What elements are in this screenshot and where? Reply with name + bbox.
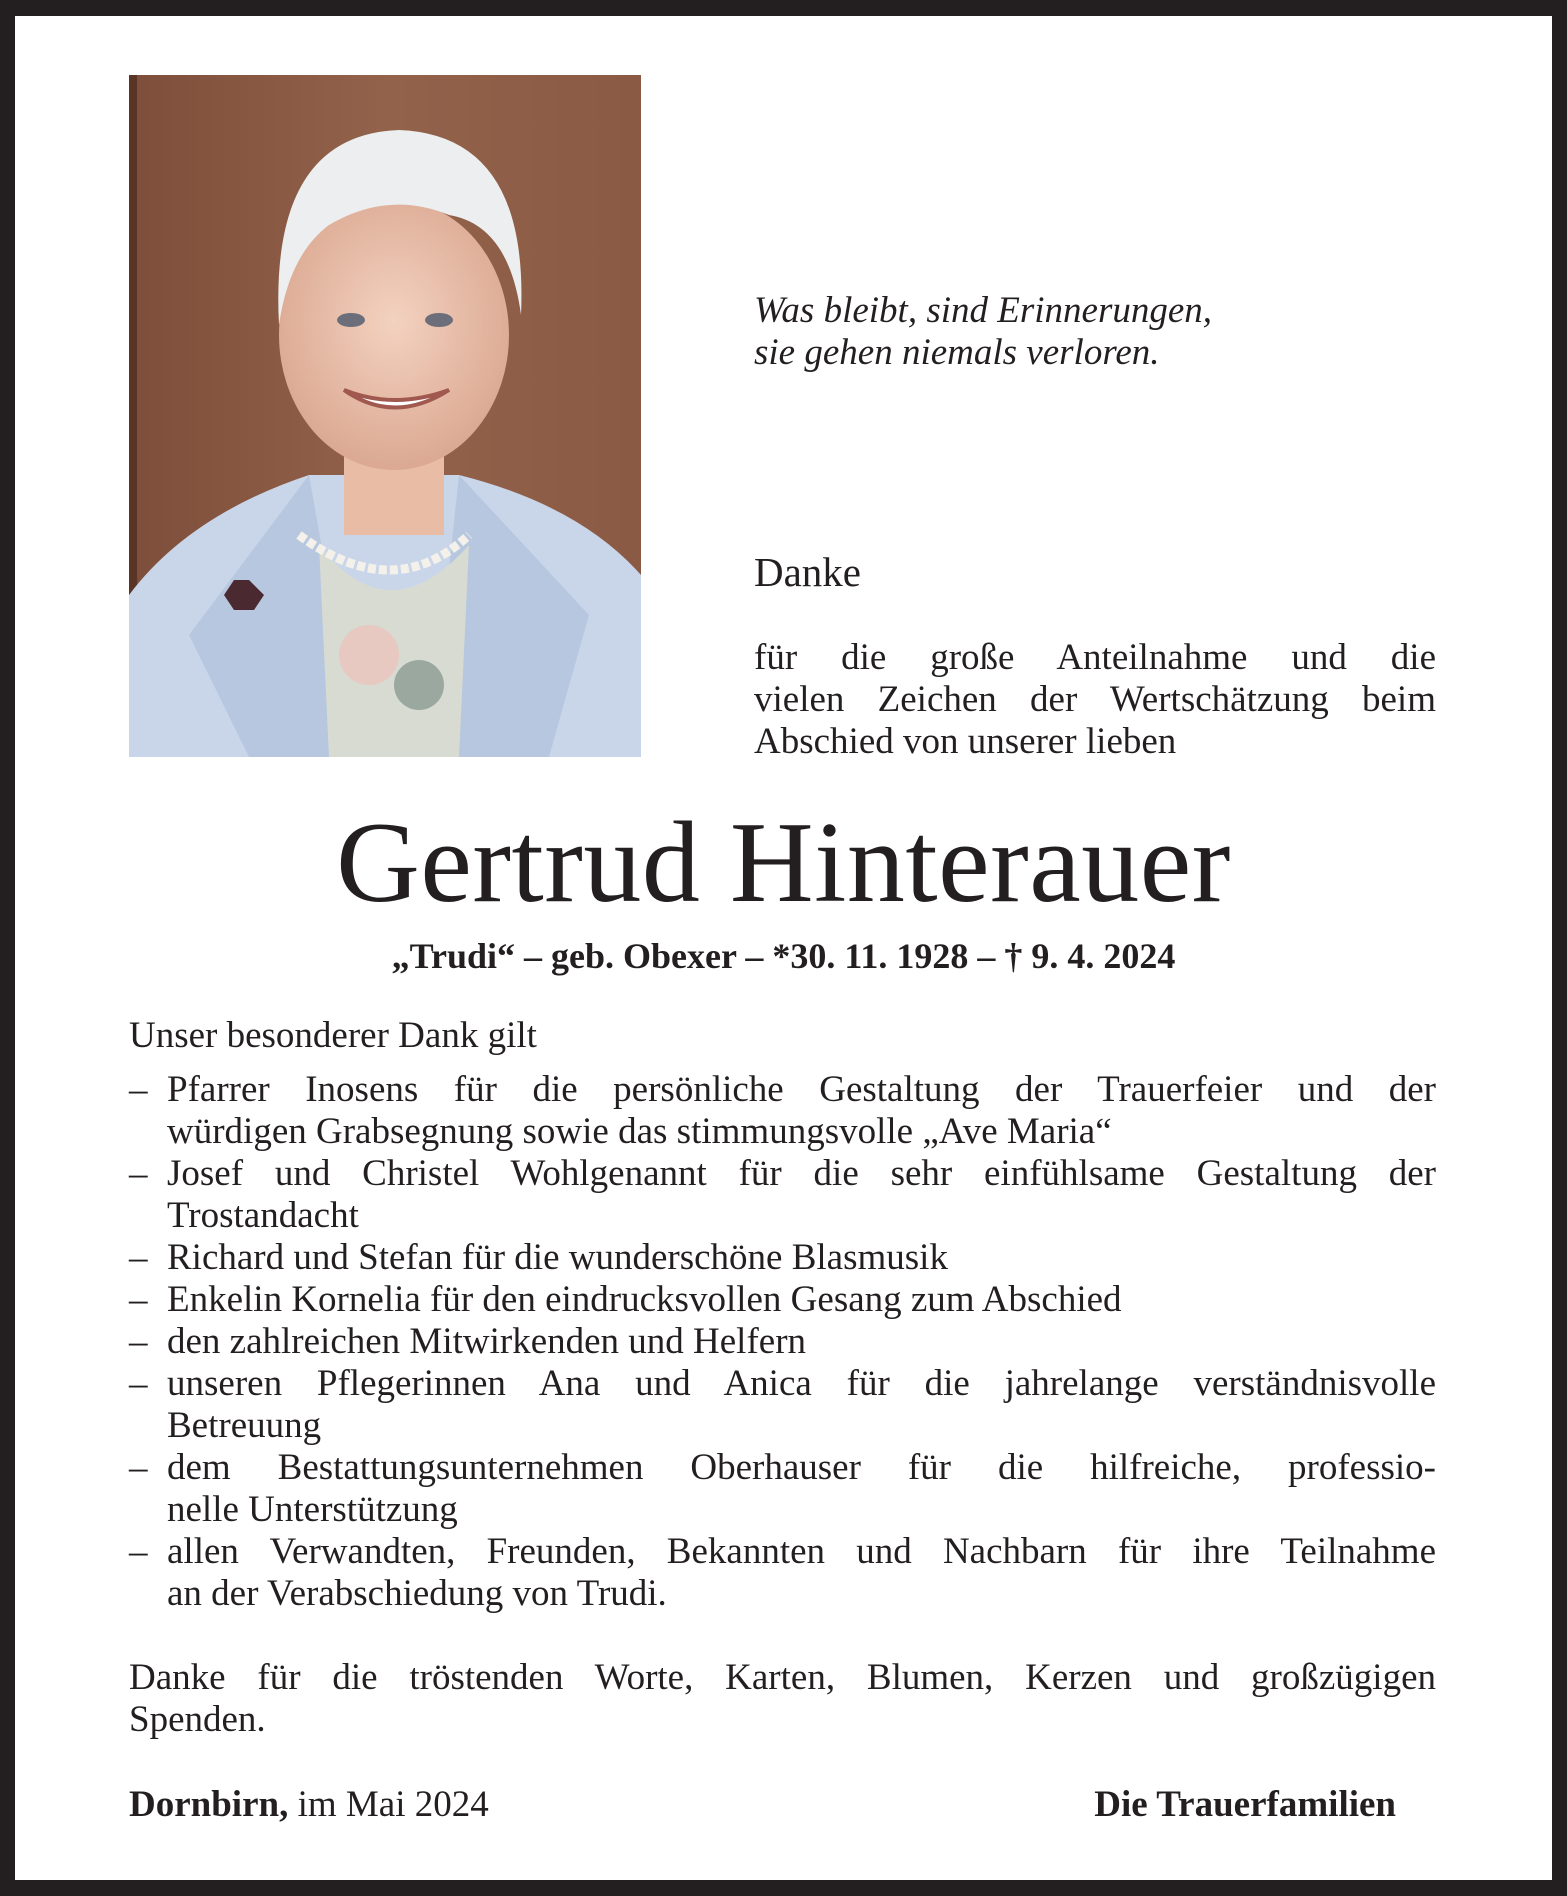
list-item — [129, 1531, 1436, 1615]
thanks-list — [129, 1069, 1436, 1615]
intro-line: Abschied von unserer lieben — [754, 721, 1177, 762]
memorial-quote — [754, 290, 1212, 374]
list-item-line: nelle Unterstützung — [167, 1489, 458, 1530]
danke-heading: Danke — [754, 549, 862, 595]
list-item-line: Josef und Christel Wohlgenannt für die sehr einfühlsame Gestaltung der — [167, 1153, 1436, 1194]
dash-bullet: – — [129, 1447, 148, 1488]
list-item-line: den zahlreichen Mitwirkenden und Helfern — [167, 1321, 807, 1362]
closing-paragraph — [129, 1657, 1436, 1741]
list-item — [129, 1321, 1436, 1363]
list-item — [129, 1153, 1436, 1237]
intro-paragraph — [754, 637, 1436, 763]
list-item-line: Enkelin Kornelia für den eindrucksvollen Gesang zum Abschied — [167, 1279, 1122, 1320]
list-item-line: dem Bestattungsunternehmen Oberhauser für die hilfreiche, professio- — [167, 1447, 1436, 1488]
portrait-photo — [129, 75, 641, 757]
intro-line: vielen Zeichen der Wertschätzung beim — [754, 679, 1436, 720]
list-item-line: Richard und Stefan für die wunderschöne Blasmusik — [167, 1237, 948, 1278]
quote-line: Was bleibt, sind Erinnerungen, — [754, 290, 1213, 331]
list-item-line: Trostandacht — [167, 1195, 359, 1236]
list-item-line: unseren Pflegerinnen Ana und Anica für die jahrelange verständnisvolle — [167, 1363, 1436, 1404]
deceased-name: Gertrud Hinterauer — [336, 799, 1231, 927]
list-item — [129, 1363, 1436, 1447]
list-item — [129, 1237, 1436, 1279]
list-item — [129, 1069, 1436, 1153]
list-item — [129, 1279, 1436, 1321]
dash-bullet: – — [129, 1321, 148, 1362]
intro-line: für die große Anteilnahme und die — [754, 637, 1436, 678]
dash-bullet: – — [129, 1363, 148, 1404]
closing-line: Danke für die tröstenden Worte, Karten, Blumen, Kerzen und großzügigen — [129, 1657, 1436, 1698]
thanks-heading: Unser besonderer Dank gilt — [129, 1015, 537, 1056]
dash-bullet: – — [129, 1237, 148, 1278]
list-item-line: würdigen Grabsegnung sowie das stimmungsvolle „Ave Maria“ — [167, 1111, 1112, 1152]
life-dates: „Trudi“ – geb. Obexer – *30. 11. 1928 – † 9. 4. 2024 — [391, 936, 1176, 976]
dash-bullet: – — [129, 1531, 148, 1572]
dash-bullet: – — [129, 1069, 148, 1110]
closing-line: Spenden. — [129, 1699, 266, 1740]
list-item-line: allen Verwandten, Freunden, Bekannten und Nachbarn für ihre Teilnahme — [167, 1531, 1436, 1572]
list-item-line: Pfarrer Inosens für die persönliche Gestaltung der Trauerfeier und der — [167, 1069, 1436, 1110]
quote-line: sie gehen niemals verloren. — [754, 332, 1160, 373]
dash-bullet: – — [129, 1279, 148, 1320]
list-item — [129, 1447, 1436, 1531]
place: Dornbirn, — [129, 1784, 289, 1825]
footer — [129, 1783, 1396, 1826]
date: im Mai 2024 — [288, 1784, 489, 1825]
list-item-line: Betreuung — [167, 1405, 322, 1446]
list-item-line: an der Verabschiedung von Trudi. — [167, 1573, 667, 1614]
dash-bullet: – — [129, 1153, 148, 1194]
signature: Die Trauerfamilien — [1094, 1784, 1396, 1825]
